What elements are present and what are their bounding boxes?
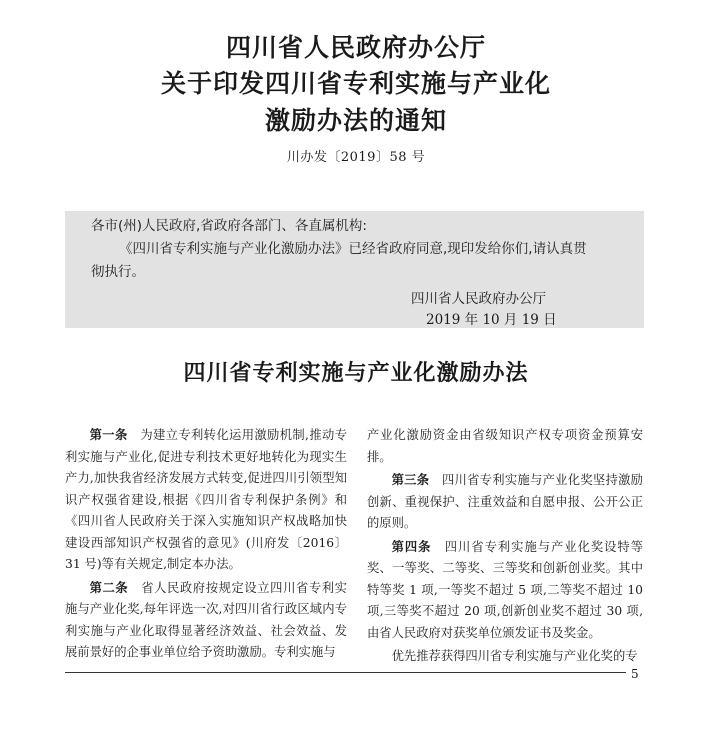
article-3 (367, 470, 643, 535)
priority-paragraph: 优先推荐获得四川省专利实施与产业化奖的专 (391, 649, 638, 663)
notice-recipients: 各市(州)人民政府,省政府各部门、各直属机构: (91, 218, 367, 234)
notice-signature: 四川省人民政府办公厅 (411, 291, 546, 307)
left-column (65, 425, 347, 664)
article-2-label: 第二条 (89, 580, 129, 595)
article-3-text: 四川省专利实施与产业化奖坚持激励创新、重视保护、注重效益和自愿申报、公开公正的原则。 (367, 473, 643, 530)
article-4-label: 第四条 (391, 539, 432, 554)
document-title-issuer: 四川省人民政府办公厅 (225, 33, 486, 62)
article-1-label: 第一条 (89, 428, 128, 442)
article-4-text: 四川省专利实施与产业化奖设特等奖、一等奖、二等奖、三等奖和创新创业奖。其中特等奖 1 项,一等奖不超过 5 项,二等奖不超过 10 项,三等奖不超过 20 项,创新创业奖不超过 30 项,由省人民政府对获奖单位颁发证书及奖金。 (367, 539, 643, 640)
notice-date: 2019 年 10 月 19 日 (426, 312, 557, 328)
article-3-label: 第三条 (391, 473, 430, 487)
document-title-line-2: 关于印发四川省专利实施与产业化 (160, 69, 551, 98)
document-title-line-3: 激励办法的通知 (264, 106, 447, 135)
article-2-continuation: 产业化激励资金由省级知识产权专项资金预算安排。 (367, 428, 643, 464)
document-number: 川办发〔2019〕58 号 (286, 150, 426, 165)
article-1 (65, 425, 347, 576)
article-2 (65, 578, 347, 664)
article-2-text: 省人民政府按规定设立四川省专利实施与产业化奖,每年评选一次,对四川省行政区域内专利实施与产业化取得显著经济效益、社会效益、发展前景好的企事业单位给予资助激励。专利实施与 (65, 580, 347, 659)
page-number: 5 (631, 667, 639, 681)
notice-body-line-2: 彻执行。 (91, 264, 145, 280)
article-4 (367, 537, 643, 645)
article-1-text: 为建立专利转化运用激励机制,推动专利实施与产业化,促进专利技术更好地转化为现实生产力,加快我省经济发展方式转变,促进四川引领型知识产权强省建设,根据《四川省专利保护条例》和《四川省人民政府关于深入实施知识产权战略加快建设西部知识产权强省的意见》(川府发〔2016〕31 号)等有关规定,制定本办法。 (65, 428, 347, 571)
right-column (367, 425, 643, 668)
main-title: 四川省专利实施与产业化激励办法 (183, 360, 529, 386)
footer-rule (65, 672, 626, 673)
notice-body-line-1: 《四川省专利实施与产业化激励办法》已经省政府同意,现印发给你们,请认真贯 (119, 241, 587, 257)
notice-box (65, 211, 644, 328)
